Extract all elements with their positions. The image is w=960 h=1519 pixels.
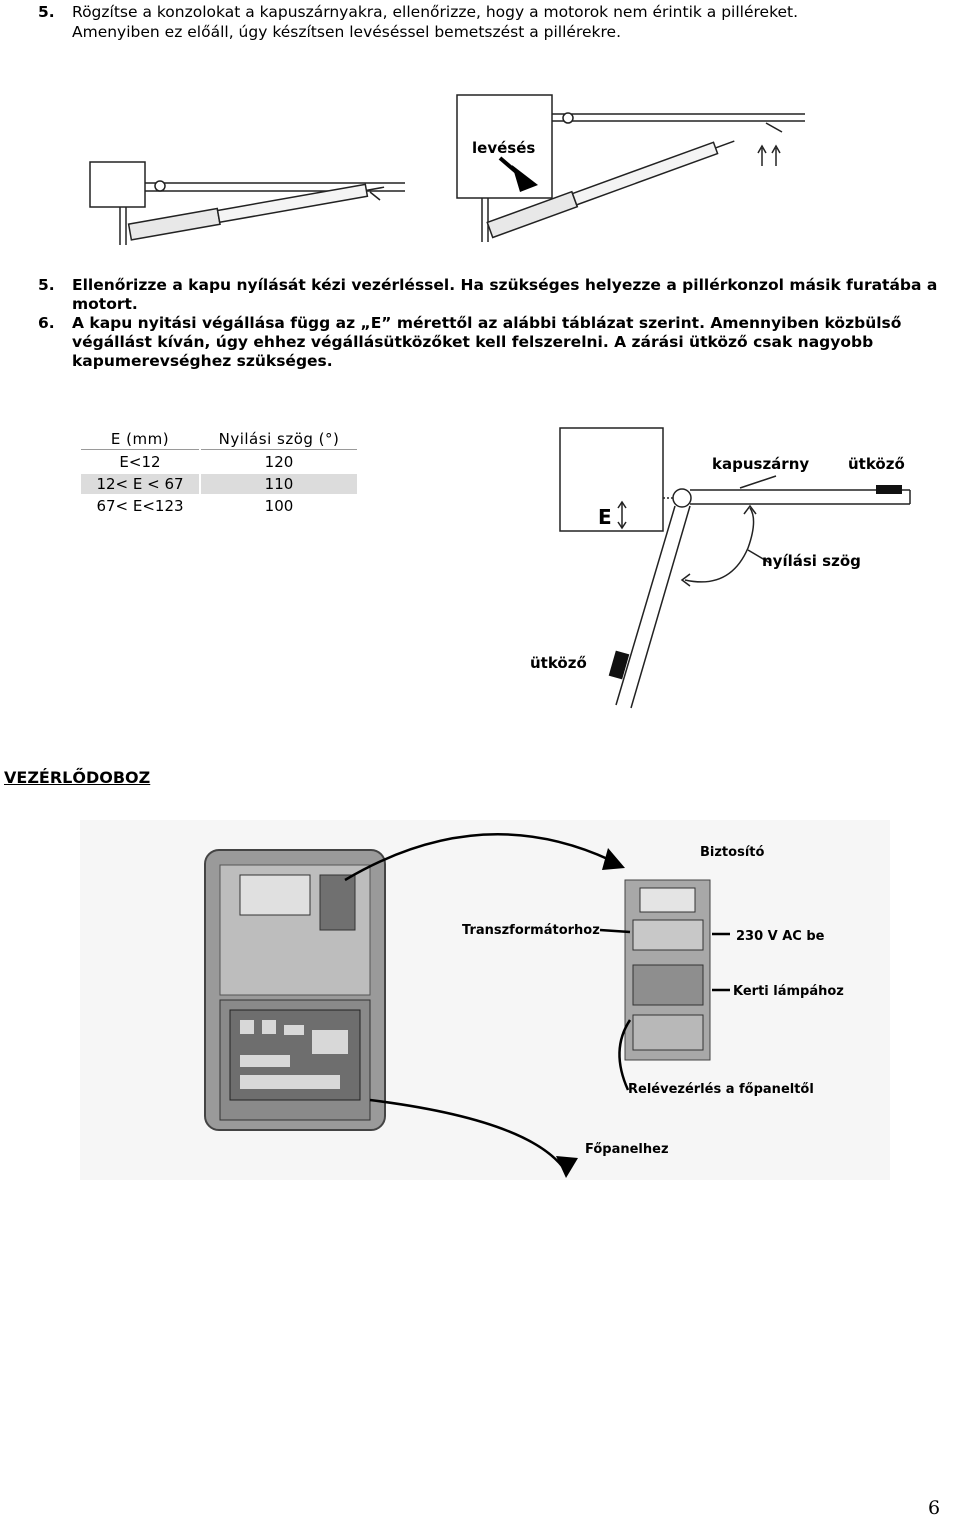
step-item bbox=[38, 276, 948, 314]
label-relay: Relévezérlés a főpaneltől bbox=[628, 1082, 814, 1097]
table-cell: 67< E<123 bbox=[96, 497, 184, 515]
step-text: A kapu nyitási végállása függ az „E” mérettől az alábbi táblázat szerint. Amennyiben közbülső végállást kíván, úgy ehhez végállásütközőket kell felszerelni. A zárási ütköző csak nagyobb kapumerevséghez szükséges. bbox=[72, 314, 902, 370]
instruction-steps bbox=[38, 276, 948, 371]
table-row bbox=[81, 496, 357, 516]
label-lamp: Kerti lámpához bbox=[733, 984, 844, 999]
step-number: 5. bbox=[38, 3, 55, 21]
table-cell: 12< E < 67 bbox=[81, 474, 199, 494]
table-row bbox=[81, 452, 357, 472]
table-cell: 120 bbox=[264, 453, 294, 471]
step-item bbox=[38, 314, 948, 371]
label-fuse: Biztosító bbox=[700, 845, 765, 860]
label-e: E bbox=[598, 505, 612, 529]
step-number: 6. bbox=[38, 314, 55, 332]
label-kapuszarny: kapuszárny bbox=[712, 455, 810, 473]
figure-control-box bbox=[80, 820, 900, 1190]
table-cell: E<12 bbox=[119, 453, 161, 471]
label-transformer: Transzformátorhoz bbox=[462, 923, 600, 938]
table-row bbox=[81, 474, 357, 494]
label-power: 230 V AC be bbox=[736, 929, 825, 944]
instruction-line1: Rögzítse a konzolokat a kapuszárnyakra, ellenőrizze, hogy a motorok nem érintik a pilléreket. bbox=[72, 3, 799, 21]
pillar-left bbox=[90, 162, 145, 207]
label-angle: nyílási szög bbox=[762, 552, 861, 570]
label-stop-bottom: ütköző bbox=[530, 654, 587, 672]
figure-motor-mounting bbox=[0, 0, 960, 260]
instruction-line2: Amenyiben ez előáll, úgy készítsen levéséssel bemetszést a pillérekre. bbox=[72, 22, 621, 41]
stop-bottom bbox=[609, 651, 630, 680]
label-levesés: levésés bbox=[472, 139, 536, 157]
section-title: VEZÉRLŐDOBOZ bbox=[4, 768, 151, 787]
label-stop-top: ütköző bbox=[848, 455, 905, 473]
table-cell: 100 bbox=[264, 497, 294, 515]
step-text: Ellenőrizze a kapu nyílását kézi vezérléssel. Ha szükséges helyezze a pillérkonzol másik furatába a motort. bbox=[72, 276, 938, 313]
table-header-angle: Nyilási szög (°) bbox=[201, 429, 357, 450]
table-header-e: E (mm) bbox=[81, 429, 199, 450]
stop-top bbox=[876, 485, 902, 494]
step-number: 5. bbox=[38, 276, 55, 294]
figure-opening-angle bbox=[530, 420, 960, 720]
page-number: 6 bbox=[928, 1497, 941, 1519]
table-header-row bbox=[81, 429, 357, 450]
label-mainpanel: Főpanelhez bbox=[585, 1142, 669, 1157]
table-cell: 110 bbox=[201, 474, 357, 494]
opening-angle-table bbox=[79, 427, 359, 518]
